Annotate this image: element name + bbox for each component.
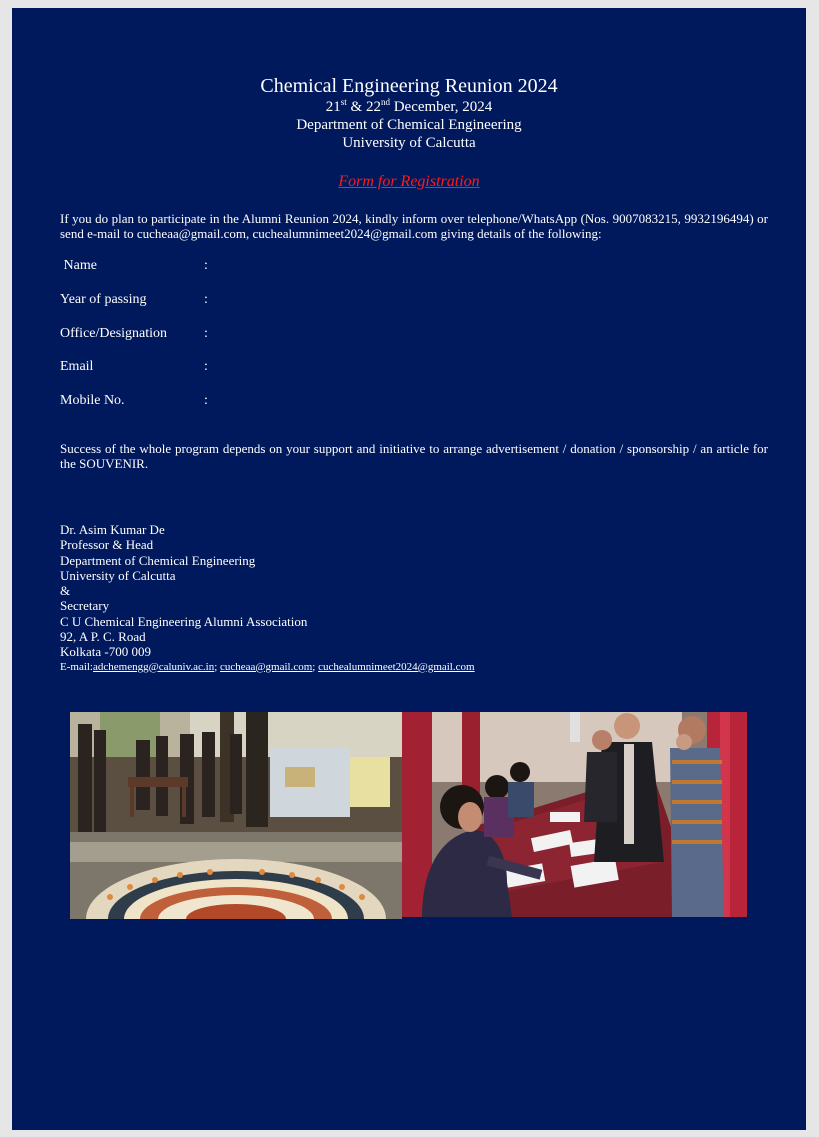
photo-reunion-outdoor (70, 712, 402, 919)
department-name: Department of Chemical Engineering (296, 117, 522, 133)
page-title: Chemical Engineering Reunion 2024 (260, 75, 558, 97)
email-prefix: E-mail: (60, 660, 93, 673)
form-title: Form for Registration (338, 173, 480, 190)
signature-city: Kolkata -700 009 (60, 644, 151, 660)
field-label: Office/Designation (60, 326, 168, 341)
signature-name: Dr. Asim Kumar De (60, 522, 165, 537)
signature-street: 92, A P. C. Road (60, 629, 146, 645)
field-colon: : (204, 393, 208, 408)
field-label: Mobile No. (60, 393, 125, 408)
field-year-of-passing (60, 292, 208, 308)
field-colon: : (204, 326, 208, 341)
document-page (12, 8, 806, 1130)
signature-block (60, 522, 475, 674)
header (12, 74, 806, 152)
email-separator: ; (312, 660, 319, 673)
success-paragraph: Success of the whole program depends on your support and initiative to arrange advertisement / donation / sponsorship / an article for the SOUVENIR. (60, 441, 768, 471)
event-dates (12, 98, 806, 116)
field-label: Email (60, 359, 94, 374)
date-sup2: nd (380, 97, 390, 107)
field-colon: : (204, 292, 208, 307)
email-link-1[interactable]: adchemengg@caluniv.ac.in (93, 660, 215, 673)
field-office-designation (60, 326, 208, 342)
signature-role: Secretary (60, 598, 110, 614)
intro-paragraph: If you do plan to participate in the Alumni Reunion 2024, kindly inform over telephone/WhatsApp (Nos. 9007083215, 9932196494) or send e-mail to cucheaa@gmail.com, cuchealumnimeet2024@gmail.com giving details of the following: (60, 211, 768, 241)
date-mid: & 22 (346, 99, 381, 115)
email-link-2[interactable]: cucheaa@gmail.com (220, 660, 313, 673)
date-rest: December, 2024 (389, 99, 493, 115)
signature-ampersand: & (60, 583, 71, 599)
university-name: University of Calcutta (342, 135, 476, 151)
photo-registration-desk (402, 712, 747, 917)
field-mobile (60, 393, 208, 409)
signature-emails (60, 660, 475, 674)
signature-university: University of Calcutta (60, 567, 176, 583)
field-name (60, 258, 208, 274)
date-sup1: st (340, 97, 347, 107)
field-colon: : (204, 359, 208, 374)
signature-department: Department of Chemical Engineering (60, 552, 256, 568)
field-email (60, 359, 208, 375)
date-day1: 21 (325, 99, 341, 115)
signature-title: Professor & Head (60, 537, 154, 553)
field-colon: : (204, 258, 208, 273)
field-label: Name (60, 258, 97, 273)
signature-association: C U Chemical Engineering Alumni Association (60, 613, 308, 629)
email-link-3[interactable]: cuchealumnimeet2024@gmail.com (318, 660, 475, 673)
field-label: Year of passing (60, 292, 147, 307)
email-separator: ; (214, 660, 221, 673)
